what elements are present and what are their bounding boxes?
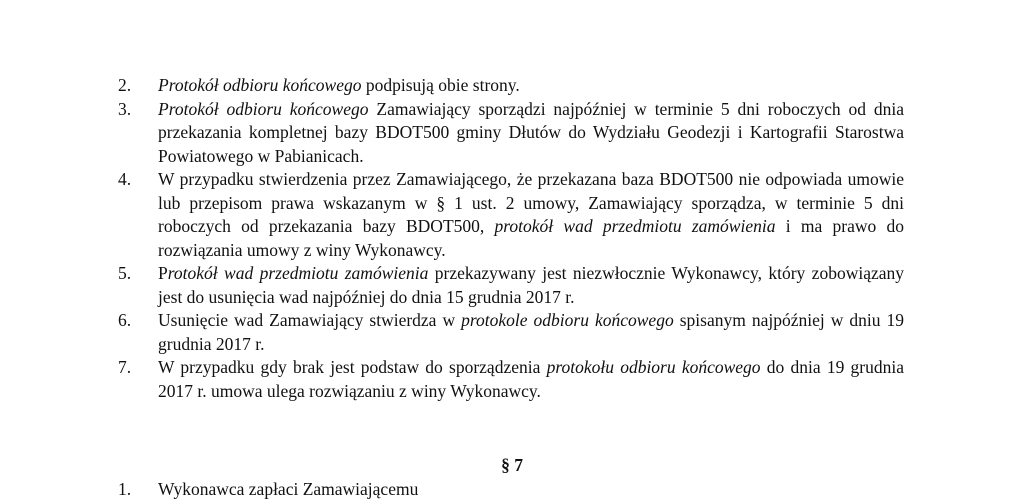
list-item-text — [158, 356, 904, 403]
list-item-number: 1. — [118, 479, 132, 499]
text-segment: przekazywany jest niezwłocznie Wykonawcy, który zobowiązany jest do usunięcia wad najpóźniej do dnia 15 grudnia 2017 r. — [158, 263, 904, 307]
text-segment: i ma prawo do rozwiązania umowy z winy Wykonawcy. — [158, 216, 904, 260]
list-item-text: Wykonawca zapłaci Zamawiającemu — [158, 479, 419, 499]
list-item — [118, 262, 904, 309]
list-item-number: 7. — [118, 357, 132, 377]
list-item — [118, 168, 904, 262]
text-segment: P — [158, 263, 168, 283]
list-item-number: 3. — [118, 98, 132, 119]
italic-text-segment: protokół wad przedmiotu zamówienia — [494, 216, 776, 236]
italic-text-segment: protokole odbioru końcowego — [461, 310, 674, 330]
text-segment: spisanym najpóźniej w dniu 19 grudnia 2017 r. — [158, 310, 904, 354]
text-segment: Usunięcie wad Zamawiający stwierdza w — [158, 310, 462, 330]
list-item-number: 4. — [118, 169, 132, 189]
list-item — [118, 356, 904, 403]
list-item-number: 5. — [118, 263, 132, 283]
list-item — [118, 309, 904, 356]
italic-text-segment: Protokół odbioru końcowego — [158, 75, 362, 95]
list-item-number: 6. — [118, 310, 132, 330]
list-item-text — [158, 262, 904, 309]
italic-text-segment: rotokół wad przedmiotu zamówienia — [167, 263, 429, 283]
text-segment: do dnia 19 grudnia 2017 r. umowa ulega rozwiązaniu z winy Wykonawcy. — [158, 357, 904, 401]
next-list-item-partial — [118, 478, 418, 501]
list-item-text — [158, 98, 904, 169]
list-item — [118, 98, 904, 169]
list-item-text — [158, 74, 904, 98]
list-item — [118, 74, 904, 98]
list-item-text — [158, 309, 904, 356]
section-heading: § 7 — [501, 455, 523, 475]
text-segment: Zamawiający sporządzi najpóźniej w terminie 5 dni roboczych od dnia przekazania kompletnej bazy BDOT500 gminy Dłutów do Wydziału Geodezji i Kartografii Starostwa Powiatowego w Pabianicach. — [158, 98, 904, 166]
list-item-text — [158, 168, 904, 262]
italic-text-segment: Protokół odbioru końcowego — [158, 98, 369, 119]
list-item-number: 2. — [118, 75, 132, 95]
text-segment: W przypadku gdy brak jest podstaw do sporządzenia — [158, 357, 547, 377]
text-segment: podpisują obie strony. — [361, 75, 520, 95]
text-segment: W przypadku stwierdzenia przez Zamawiającego, że przekazana baza BDOT500 nie odpowiada umowie lub przepisom prawa wskazanym w § 1 ust. 2 umowy, Zamawiający sporządza, w terminie 5 dni roboczych od przekazania bazy BDOT500, — [158, 169, 904, 236]
protocol-list — [118, 74, 904, 403]
italic-text-segment: protokołu odbioru końcowego — [546, 357, 761, 377]
